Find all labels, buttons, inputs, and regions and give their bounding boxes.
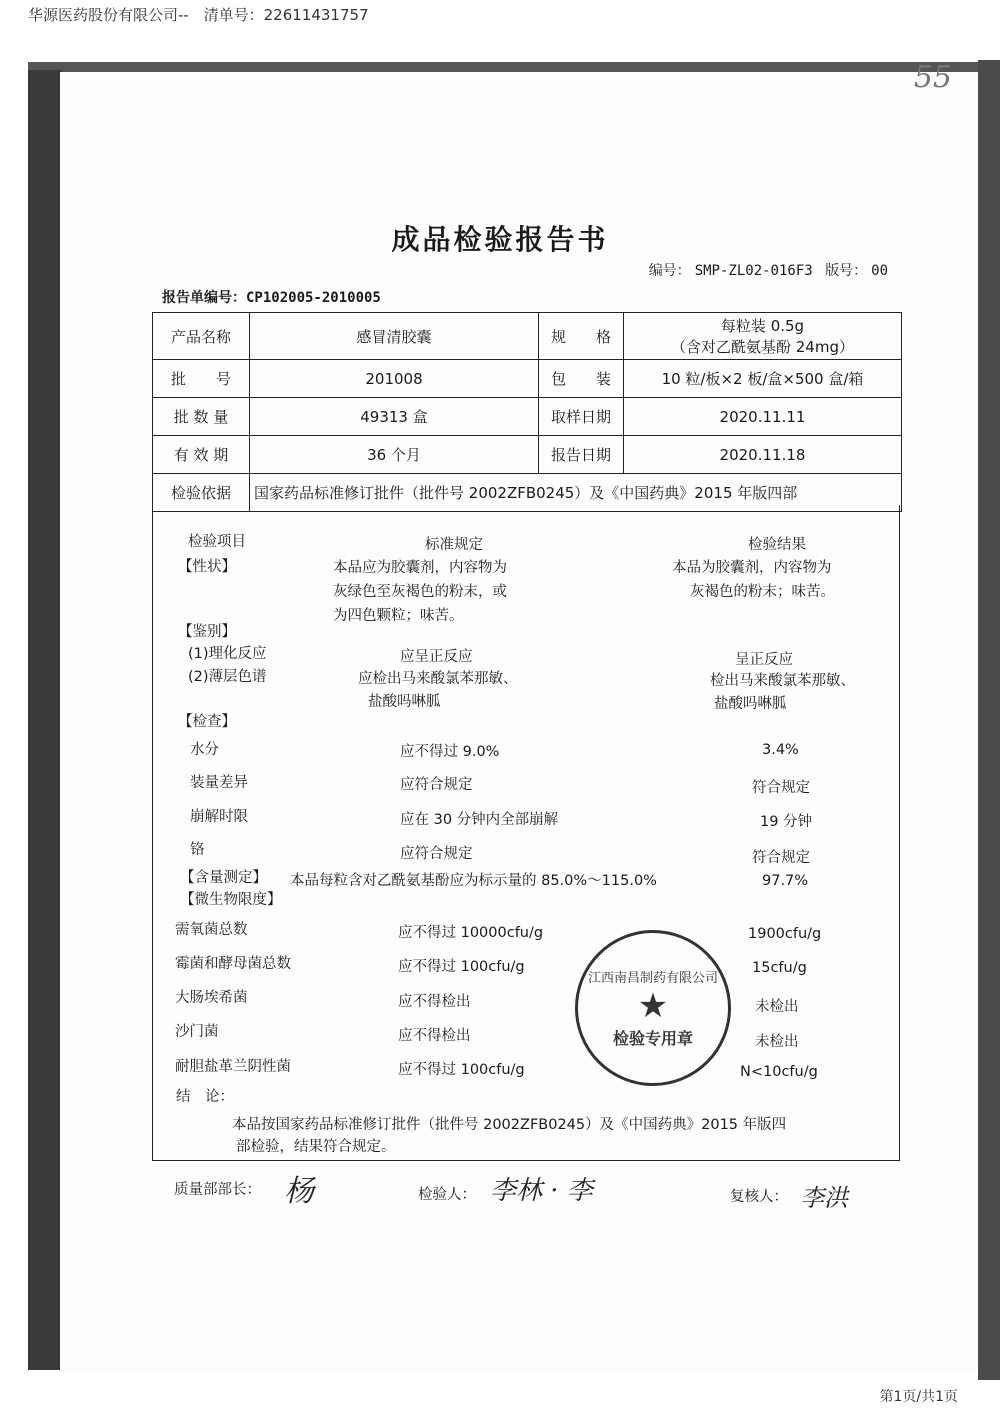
validity-label: 有 效 期 bbox=[153, 436, 250, 474]
corner-handwritten-mark: 55 bbox=[913, 60, 952, 95]
appearance-std-3: 为四色颗粒；味苦。 bbox=[333, 608, 464, 624]
section-identification: 【鉴别】 bbox=[178, 624, 236, 640]
basis-label: 检验依据 bbox=[153, 474, 250, 512]
micro-result-4: 未检出 bbox=[755, 1034, 799, 1050]
spec-value bbox=[624, 313, 902, 360]
ident-result-1: 呈正反应 bbox=[735, 652, 793, 668]
micro-item-1: 需氧菌总数 bbox=[175, 922, 248, 938]
validity-value: 36 个月 bbox=[250, 436, 539, 474]
reviewer-label: 复核人： bbox=[730, 1189, 788, 1205]
pack-label: 包 装 bbox=[539, 360, 624, 398]
appearance-result-2: 灰褐色的粉末；味苦。 bbox=[690, 584, 835, 600]
insp-std-1: 应不得过 9.0% bbox=[400, 744, 500, 760]
product-label: 产品名称 bbox=[153, 313, 250, 360]
header-standard: 标准规定 bbox=[425, 537, 483, 553]
stamp-org: 江西南昌制药有限公司 bbox=[587, 971, 718, 986]
micro-result-5: N<10cfu/g bbox=[740, 1064, 818, 1080]
assay-result: 97.7% bbox=[762, 873, 809, 889]
micro-item-3: 大肠埃希菌 bbox=[175, 990, 248, 1006]
micro-result-2: 15cfu/g bbox=[752, 960, 807, 976]
insp-result-1: 3.4% bbox=[762, 742, 799, 758]
pack-value: 10 粒/板×2 板/盒×500 盒/箱 bbox=[624, 360, 902, 398]
scan-border-left bbox=[28, 70, 62, 1370]
inspection-stamp bbox=[575, 930, 731, 1086]
scan-border-right bbox=[978, 60, 1000, 1380]
version: 00 bbox=[871, 263, 888, 279]
micro-std-5: 应不得过 100cfu/g bbox=[398, 1062, 525, 1078]
spec-line-1: 每粒装 0.5g bbox=[720, 317, 805, 335]
inspector-signature: 李林 · 李 bbox=[490, 1176, 593, 1206]
section-microbial: 【微生物限度】 bbox=[180, 892, 282, 908]
qa-signature: 杨 bbox=[284, 1174, 314, 1209]
qa-label: 质量部部长： bbox=[174, 1182, 261, 1198]
ident-item-1: (1)理化反应 bbox=[188, 646, 267, 662]
insp-std-3: 应在 30 分钟内全部崩解 bbox=[400, 812, 559, 828]
batch-label: 批 号 bbox=[153, 360, 250, 398]
reviewer-signature: 李洪 bbox=[800, 1184, 848, 1212]
inspector-label: 检验人： bbox=[418, 1187, 476, 1203]
assay-std: 本品每粒含对乙酰氨基酚应为标示量的 85.0%～115.0% bbox=[290, 873, 657, 889]
doc-code-label: 编号： bbox=[648, 263, 691, 279]
list-label: 清单号： bbox=[203, 6, 264, 24]
table-row bbox=[153, 398, 902, 436]
report-date-label: 报告日期 bbox=[539, 436, 624, 474]
insp-item-1: 水分 bbox=[190, 742, 219, 758]
micro-std-4: 应不得检出 bbox=[398, 1028, 471, 1044]
report-number bbox=[162, 287, 381, 307]
micro-std-1: 应不得过 10000cfu/g bbox=[398, 925, 544, 941]
report-number-value: CP102005-2010005 bbox=[246, 290, 381, 306]
ident-std-2b: 盐酸吗啉胍 bbox=[368, 694, 441, 710]
conclusion-line-2: 部检验，结果符合规定。 bbox=[236, 1139, 396, 1155]
ident-item-2: (2)薄层色谱 bbox=[188, 669, 267, 685]
doc-code: SMP-ZL02-016F3 bbox=[694, 263, 813, 279]
scan-border-top bbox=[28, 62, 978, 72]
report-number-label: 报告单编号： bbox=[162, 290, 246, 306]
page-footer: 第1页/共1页 bbox=[879, 1389, 958, 1405]
appearance-result-1: 本品为胶囊剂，内容物为 bbox=[672, 560, 832, 576]
top-header bbox=[28, 4, 369, 25]
insp-item-2: 装量差异 bbox=[190, 775, 248, 791]
company-name: 华源医药股份有限公司-- bbox=[28, 6, 189, 24]
micro-item-4: 沙门菌 bbox=[175, 1024, 219, 1040]
section-assay: 【含量测定】 bbox=[180, 870, 267, 886]
micro-item-5: 耐胆盐革兰阴性菌 bbox=[175, 1059, 291, 1075]
section-inspection: 【检查】 bbox=[178, 714, 236, 730]
section-appearance: 【性状】 bbox=[178, 559, 236, 575]
conclusion-line-1: 本品按国家药品标准修订批件（批件号 2002ZFB0245）及《中国药典》2015 年版四 bbox=[232, 1117, 787, 1133]
insp-std-2: 应符合规定 bbox=[400, 777, 473, 793]
micro-item-2: 霉菌和酵母菌总数 bbox=[175, 956, 291, 972]
ident-result-2b: 盐酸吗啉胍 bbox=[714, 696, 787, 712]
sample-date-label: 取样日期 bbox=[539, 398, 624, 436]
insp-result-2: 符合规定 bbox=[752, 780, 810, 796]
report-date-value: 2020.11.18 bbox=[624, 436, 902, 474]
insp-item-4: 铬 bbox=[190, 842, 205, 858]
product-value: 感冒清胶囊 bbox=[250, 313, 539, 360]
table-row bbox=[153, 360, 902, 398]
spec-label: 规 格 bbox=[539, 313, 624, 360]
version-label: 版号： bbox=[825, 263, 868, 279]
ident-std-2a: 应检出马来酸氯苯那敏、 bbox=[358, 671, 518, 687]
qty-value: 49313 盒 bbox=[250, 398, 539, 436]
appearance-std-2: 灰绿色至灰褐色的粉末，或 bbox=[333, 584, 507, 600]
table-row bbox=[153, 436, 902, 474]
insp-std-4: 应符合规定 bbox=[400, 846, 473, 862]
ident-result-2a: 检出马来酸氯苯那敏、 bbox=[710, 673, 855, 689]
qty-label: 批 数 量 bbox=[153, 398, 250, 436]
ident-std-1: 应呈正反应 bbox=[400, 649, 473, 665]
batch-value: 201008 bbox=[250, 360, 539, 398]
micro-std-2: 应不得过 100cfu/g bbox=[398, 959, 525, 975]
table-row bbox=[153, 313, 902, 360]
sample-date-value: 2020.11.11 bbox=[624, 398, 902, 436]
micro-result-3: 未检出 bbox=[755, 999, 799, 1015]
conclusion-label: 结 论： bbox=[176, 1089, 234, 1105]
micro-result-1: 1900cfu/g bbox=[748, 926, 822, 942]
micro-std-3: 应不得检出 bbox=[398, 994, 471, 1010]
page-title: 成品检验报告书 bbox=[391, 223, 609, 256]
basis-value: 国家药品标准修订批件（批件号 2002ZFB0245）及《中国药典》2015 年版四部 bbox=[250, 474, 902, 512]
info-table bbox=[152, 312, 902, 512]
doc-code-line bbox=[645, 260, 888, 280]
stamp-type: 检验专用章 bbox=[612, 1029, 693, 1048]
header-result: 检验结果 bbox=[748, 537, 806, 553]
list-number: 22611431757 bbox=[263, 6, 369, 24]
insp-item-3: 崩解时限 bbox=[190, 809, 248, 825]
spec-line-2: （含对乙酰氨基酚 24mg） bbox=[671, 338, 854, 356]
header-item: 检验项目 bbox=[188, 534, 246, 550]
stamp-star-icon: ★ bbox=[637, 986, 669, 1026]
appearance-std-1: 本品应为胶囊剂，内容物为 bbox=[333, 560, 507, 576]
insp-result-3: 19 分钟 bbox=[760, 814, 813, 830]
insp-result-4: 符合规定 bbox=[752, 850, 810, 866]
